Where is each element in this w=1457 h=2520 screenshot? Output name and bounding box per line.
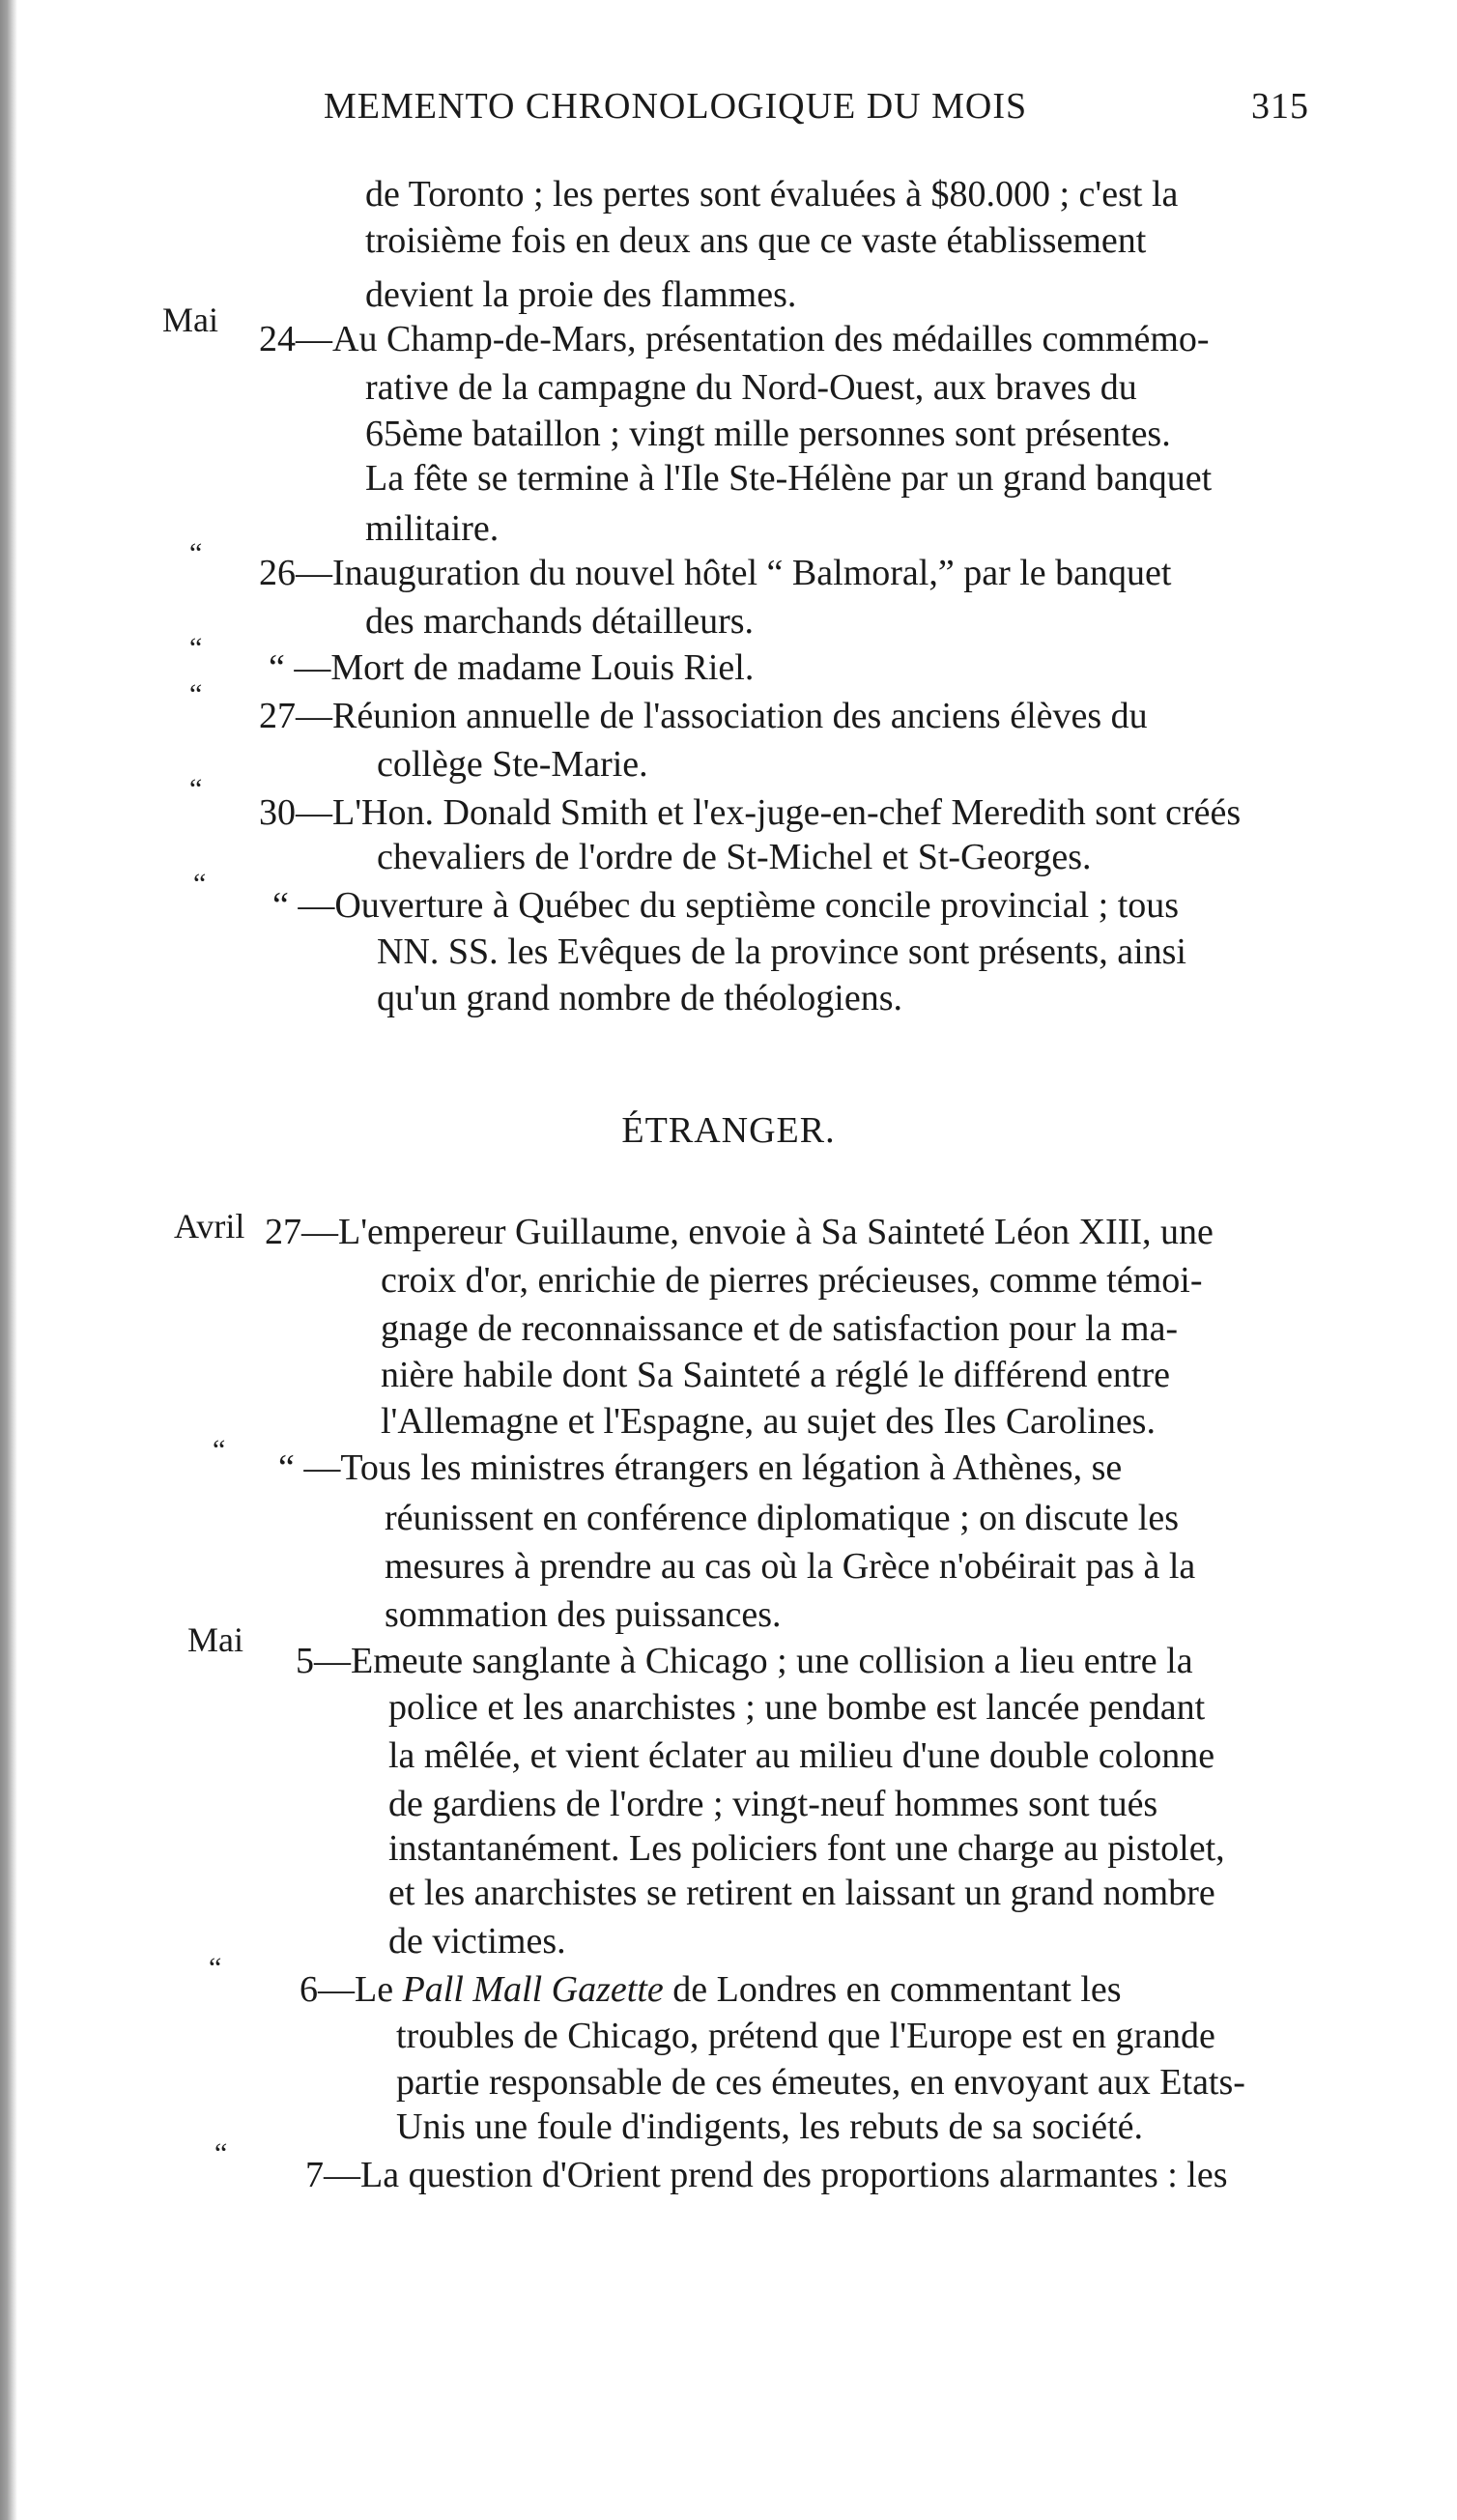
text-line: mesures à prendre au cas où la Grèce n'obéirait pas à la [385,1546,1196,1587]
entry-text: de Londres en commentant les [663,1969,1122,2010]
text-line: chevaliers de l'ordre de St-Michel et St-Georges. [377,837,1092,877]
text-line: 65ème bataillon ; vingt mille personnes sont présentes. [365,414,1171,454]
text-line: gnage de reconnaissance et de satisfaction pour la ma- [381,1308,1179,1349]
margin-month: Mai [187,1620,243,1659]
running-title: MEMENTO CHRONOLOGIQUE DU MOIS [324,86,1028,127]
text-line: devient la proie des flammes. [365,274,797,315]
text-line: militaire. [365,508,500,549]
text-line: croix d'or, enrichie de pierres précieuses, comme témoi- [381,1260,1203,1301]
text-line: troubles de Chicago, prétend que l'Europe est en grande [396,2016,1215,2056]
margin-month: Avril [174,1207,245,1246]
text-line: des marchands détailleurs. [365,601,755,642]
entry-line: “ —Mort de madame Louis Riel. [269,647,755,688]
entry-line: 27—Réunion annuelle de l'association des anciens élèves du [259,696,1148,736]
text-line: de victimes. [388,1921,566,1962]
text-line: l'Allemagne et l'Espagne, au sujet des Iles Carolines. [381,1401,1156,1442]
entry-line: “ —Ouverture à Québec du septième concile provincial ; tous [272,885,1180,926]
entry-line [300,1965,1122,2014]
entry-line: 24—Au Champ-de-Mars, présentation des médailles commémo- [259,319,1210,359]
text-line: de Toronto ; les pertes sont évaluées à $80.000 ; c'est la [365,174,1179,215]
text-line: police et les anarchistes ; une bombe est lancée pendant [388,1687,1206,1728]
entry-line: 26—Inauguration du nouvel hôtel “ Balmoral,” par le banquet [259,553,1172,593]
section-heading: ÉTRANGER. [621,1110,836,1151]
entry-line: 7—La question d'Orient prend des proportions alarmantes : les [305,2155,1228,2195]
text-line: partie responsable de ces émeutes, en envoyant aux Etats- [396,2062,1245,2103]
ditto-mark: “ [189,537,203,569]
ditto-mark: “ [213,1434,226,1466]
text-line: la mêlée, et vient éclater au milieu d'une double colonne [388,1735,1215,1776]
text-line: réunissent en conférence diplomatique ; on discute les [385,1498,1180,1538]
text-line: et les anarchistes se retirent en laissant un grand nombre [388,1873,1215,1913]
entry-line: 5—Emeute sanglante à Chicago ; une collision a lieu entre la [296,1641,1193,1681]
entry-line: “ —Tous les ministres étrangers en légation à Athènes, se [278,1447,1123,1488]
ditto-mark: “ [209,1952,222,1984]
text-line: qu'un grand nombre de théologiens. [377,978,903,1018]
text-line: NN. SS. les Evêques de la province sont présents, ainsi [377,931,1186,972]
page-number: 315 [1251,86,1309,127]
text-line: rative de la campagne du Nord-Ouest, aux braves du [365,367,1137,408]
ditto-mark: “ [193,868,207,900]
text-line: nière habile dont Sa Sainteté a réglé le différend entre [381,1355,1170,1395]
text-line: sommation des puissances. [385,1594,782,1635]
page-binding-shadow [0,0,17,2520]
entry-text: 6—Le [300,1969,403,2010]
text-line: La fête se termine à l'Ile Ste-Hélène par un grand banquet [365,458,1213,499]
ditto-mark: “ [214,2137,228,2169]
entry-line: 27—L'empereur Guillaume, envoie à Sa Sainteté Léon XIII, une [265,1212,1214,1252]
text-line: instantanément. Les policiers font une charge au pistolet, [388,1828,1225,1869]
text-line: collège Ste-Marie. [377,744,648,785]
ditto-mark: “ [189,632,203,664]
ditto-mark: “ [189,773,203,805]
text-line: troisième fois en deux ans que ce vaste établissement [365,220,1147,261]
text-line: de gardiens de l'ordre ; vingt-neuf hommes sont tués [388,1784,1158,1824]
publication-title: Pall Mall Gazette [402,1969,664,2010]
text-line: Unis une foule d'indigents, les rebuts de sa société. [396,2106,1144,2147]
ditto-mark: “ [189,678,203,710]
entry-line: 30—L'Hon. Donald Smith et l'ex-juge-en-chef Meredith sont créés [259,792,1242,833]
margin-month: Mai [162,301,218,339]
